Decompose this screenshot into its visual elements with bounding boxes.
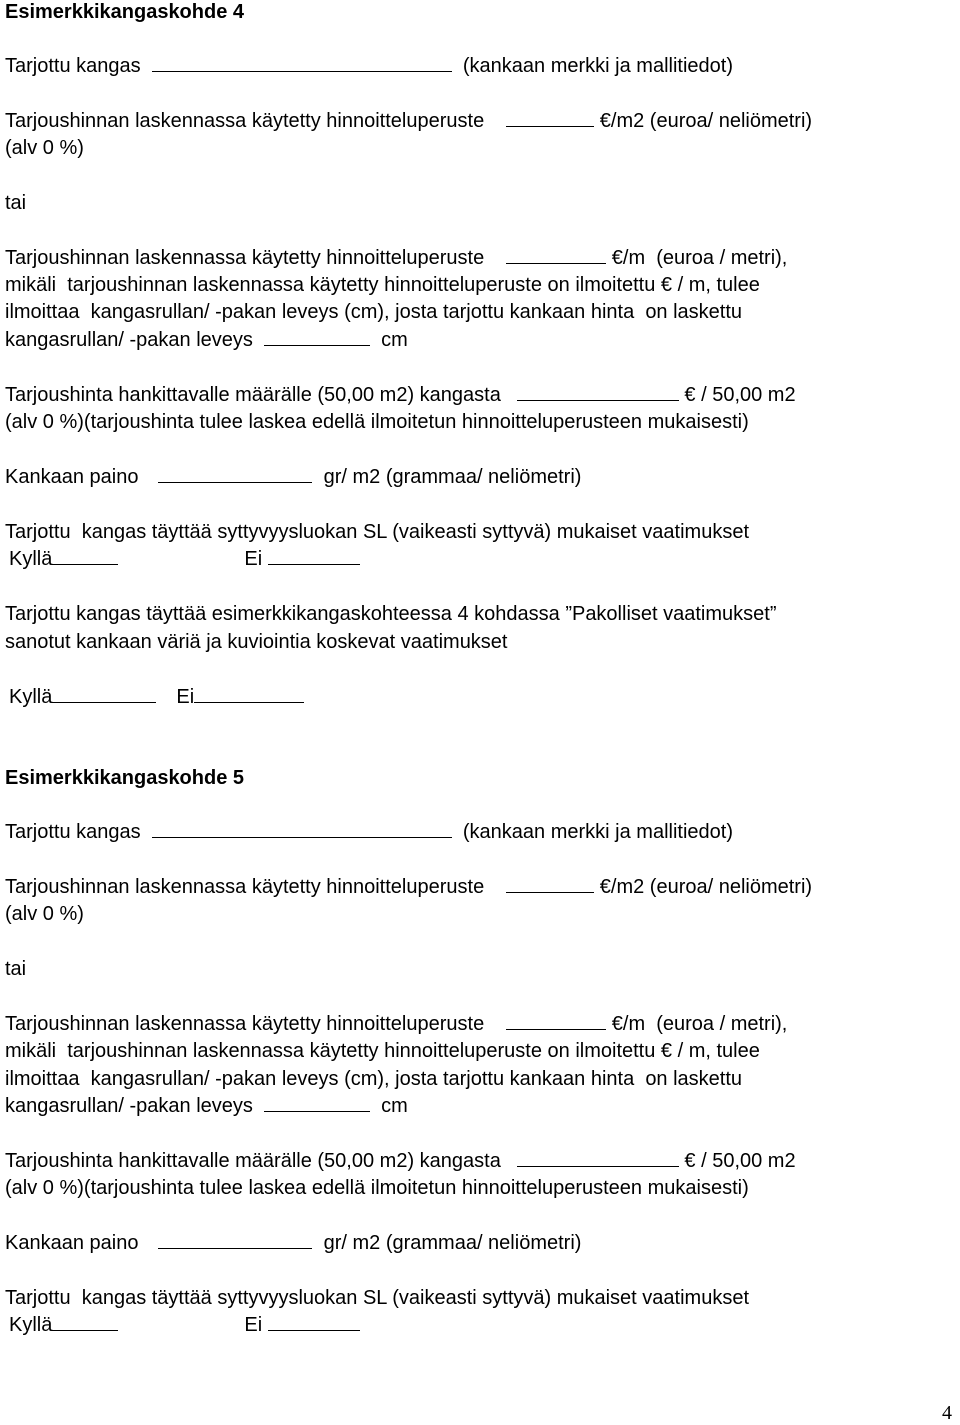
section-4-fire-yesno xyxy=(9,547,360,571)
section-4-m2-vat: (alv 0 %) xyxy=(5,137,84,159)
m-price-blank[interactable] xyxy=(506,1012,606,1030)
section-5-m2-vat: (alv 0 %) xyxy=(5,903,84,925)
fire-yes-blank[interactable] xyxy=(52,1313,118,1331)
m2-unit: €/m2 (euroa/ neliömetri) xyxy=(599,110,813,132)
no-label: Ei xyxy=(244,548,263,570)
offered-label: Tarjottu kangas xyxy=(5,821,141,843)
fire-no-blank[interactable] xyxy=(268,547,360,565)
colour-yes-blank[interactable] xyxy=(52,685,156,703)
width-blank[interactable] xyxy=(264,328,370,346)
yes-label: Kyllä xyxy=(9,1314,53,1336)
width-blank[interactable] xyxy=(264,1094,370,1112)
offered-fabric-blank[interactable] xyxy=(152,820,452,838)
section-4-or: tai xyxy=(5,192,27,214)
colour-no-blank[interactable] xyxy=(194,685,304,703)
section-5-fire-text: Tarjottu kangas täyttää syttyvyysluokan SL (vaikeasti syttyvä) mukaiset vaatimukset xyxy=(5,1287,750,1309)
section-4-m2-row xyxy=(5,109,812,133)
weight-blank[interactable] xyxy=(158,465,312,483)
no-label: Ei xyxy=(244,1314,263,1336)
m2-unit: €/m2 (euroa/ neliömetri) xyxy=(599,876,813,898)
section-5-m-line3: ilmoittaa kangasrullan/ -pakan leveys (cm), josta tarjottu kankaan hinta on laskettu xyxy=(5,1068,743,1090)
section-5-price-note: (alv 0 %)(tarjoushinta tulee laskea edellä ilmoitetun hinnoitteluperusteen mukaisesti) xyxy=(5,1177,749,1199)
colour-req-line2: sanotut kankaan väriä ja kuviointia koskevat vaatimukset xyxy=(5,631,508,653)
m-label: Tarjoushinnan laskennassa käytetty hinnoitteluperuste xyxy=(5,1013,485,1035)
m-unit: €/m (euroa / metri), xyxy=(611,247,788,269)
section-5-m-line2: mikäli tarjoushinnan laskennassa käytetty hinnoitteluperuste on ilmoitettu € / m, tulee xyxy=(5,1040,760,1062)
section-4-m-line2: mikäli tarjoushinnan laskennassa käytetty hinnoitteluperuste on ilmoitettu € / m, tulee xyxy=(5,274,760,296)
section-5-width-row xyxy=(5,1094,408,1118)
weight-blank[interactable] xyxy=(158,1231,312,1249)
section-5-heading: Esimerkkikangaskohde 5 xyxy=(5,767,245,789)
price-unit: € / 50,00 m2 xyxy=(684,384,796,406)
section-5-or: tai xyxy=(5,958,27,980)
section-4-m-line3: ilmoittaa kangasrullan/ -pakan leveys (cm), josta tarjottu kankaan hinta on laskettu xyxy=(5,301,743,323)
section-4-fire-text: Tarjottu kangas täyttää syttyvyysluokan SL (vaikeasti syttyvä) mukaiset vaatimukset xyxy=(5,521,750,543)
offered-hint: (kankaan merkki ja mallitiedot) xyxy=(462,821,733,843)
section-5-weight-row xyxy=(5,1231,581,1255)
price-label: Tarjoushinta hankittavalle määrälle (50,00 m2) kangasta xyxy=(5,384,501,406)
yes-label: Kyllä xyxy=(9,548,53,570)
section-4-width-row xyxy=(5,328,408,352)
offered-label: Tarjottu kangas xyxy=(5,55,141,77)
offered-hint: (kankaan merkki ja mallitiedot) xyxy=(462,55,733,77)
m2-price-blank[interactable] xyxy=(506,109,594,127)
section-4-price-note: (alv 0 %)(tarjoushinta tulee laskea edellä ilmoitetun hinnoitteluperusteen mukaisesti) xyxy=(5,411,749,433)
section-4-m-row xyxy=(5,246,787,270)
weight-unit: gr/ m2 (grammaa/ neliömetri) xyxy=(323,1232,582,1254)
section-4-heading: Esimerkkikangaskohde 4 xyxy=(5,1,245,23)
section-5-offered-row xyxy=(5,820,733,844)
m-unit: €/m (euroa / metri), xyxy=(611,1013,788,1035)
section-4-weight-row xyxy=(5,465,581,489)
section-4-offered-row xyxy=(5,54,733,78)
price-unit: € / 50,00 m2 xyxy=(684,1150,796,1172)
weight-label: Kankaan paino xyxy=(5,466,139,488)
weight-label: Kankaan paino xyxy=(5,1232,139,1254)
section-5-price-row xyxy=(5,1149,796,1173)
fire-no-blank[interactable] xyxy=(268,1313,360,1331)
section-5-m2-row xyxy=(5,875,812,899)
m2-price-blank[interactable] xyxy=(506,875,594,893)
m2-label: Tarjoushinnan laskennassa käytetty hinnoitteluperuste xyxy=(5,110,485,132)
colour-req-yesno xyxy=(9,685,304,709)
weight-unit: gr/ m2 (grammaa/ neliömetri) xyxy=(323,466,582,488)
section-4-price-row xyxy=(5,383,796,407)
price-blank[interactable] xyxy=(517,383,679,401)
yes-label: Kyllä xyxy=(9,686,53,708)
width-label: kangasrullan/ -pakan leveys xyxy=(5,329,253,351)
offered-fabric-blank[interactable] xyxy=(152,54,452,72)
fire-yes-blank[interactable] xyxy=(52,547,118,565)
m-label: Tarjoushinnan laskennassa käytetty hinnoitteluperuste xyxy=(5,247,485,269)
m-price-blank[interactable] xyxy=(506,246,606,264)
m2-label: Tarjoushinnan laskennassa käytetty hinnoitteluperuste xyxy=(5,876,485,898)
section-5-fire-yesno xyxy=(9,1313,360,1337)
price-label: Tarjoushinta hankittavalle määrälle (50,00 m2) kangasta xyxy=(5,1150,501,1172)
colour-req-line1: Tarjottu kangas täyttää esimerkkikangaskohteessa 4 kohdassa ”Pakolliset vaatimukset” xyxy=(5,603,777,625)
page-number: 4 xyxy=(942,1402,952,1424)
no-label: Ei xyxy=(176,686,195,708)
width-unit: cm xyxy=(381,329,408,351)
width-label: kangasrullan/ -pakan leveys xyxy=(5,1095,253,1117)
width-unit: cm xyxy=(381,1095,408,1117)
price-blank[interactable] xyxy=(517,1149,679,1167)
section-5-m-row xyxy=(5,1012,787,1036)
